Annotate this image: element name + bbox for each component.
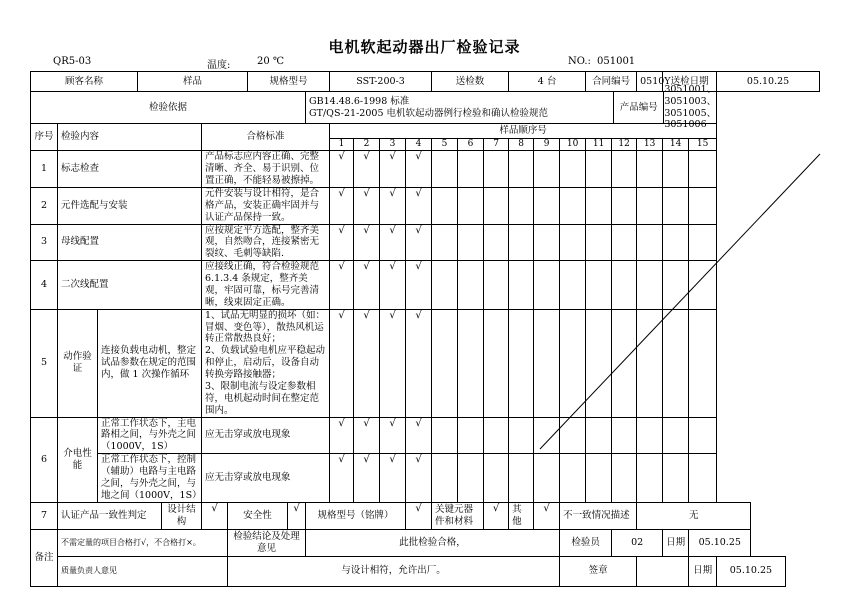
page-title: 电机软起动器出厂检验记录 <box>328 38 521 56</box>
inspection-date: 05.10.25 <box>689 529 751 556</box>
sample-number: 8 <box>509 139 534 151</box>
conclusion-label: 检验结论及处理意见 <box>228 529 306 556</box>
other-label: 其他 <box>509 502 534 529</box>
product-no-value: 3051001、3051003、3051005、3051006 <box>664 83 717 131</box>
standard-line: 2、负载试验电机应平稳起动和停止，启动后，设备自动转换旁路接触器； <box>205 345 326 380</box>
row-item: 元件选配与安装 <box>58 187 202 224</box>
check-mark: √ <box>406 187 432 224</box>
row-standard <box>202 309 330 417</box>
check-mark: √ <box>330 261 354 310</box>
check-mark: √ <box>406 261 432 310</box>
check-mark: √ <box>380 309 406 417</box>
conformity-label: 认证产品一致性判定 <box>58 502 162 529</box>
sample-number: 10 <box>560 139 586 151</box>
safety-label: 安全性 <box>228 502 288 529</box>
row-number: 4 <box>31 261 58 310</box>
check-mark: √ <box>202 502 228 529</box>
model-value: SST-200-3 <box>330 72 432 92</box>
row-item: 动作验证 <box>58 309 98 417</box>
check-mark: √ <box>288 502 306 529</box>
check-mark: √ <box>484 502 509 529</box>
qa-label: 质量负责人意见 <box>58 556 228 586</box>
sample-number: 4 <box>406 139 432 151</box>
table-row <box>31 502 820 529</box>
row-standard: 应按规定平方选配，整齐美观，自然吻合，连接紧密无裂纹、毛刺等缺陷. <box>202 224 330 261</box>
send-date-label: 送检日期 <box>663 72 717 92</box>
form-code: QR5-03 <box>53 56 92 67</box>
qa-date: 05.10.25 <box>717 556 786 586</box>
send-date-value: 05.10.25 <box>717 72 820 92</box>
check-mark: √ <box>406 454 432 503</box>
sign-label: 签章 <box>560 556 637 586</box>
model-mark-label: 规格型号（铭牌） <box>306 502 406 529</box>
seq-header: 序号 <box>31 124 58 151</box>
standard-header: 合格标准 <box>202 124 330 151</box>
samples-header: 样品顺序号 <box>330 124 717 139</box>
check-mark: √ <box>354 261 380 310</box>
item-header: 检验内容 <box>58 124 202 151</box>
standard-line: 1、试品无明显的损坏（如：冒烟、变色等），散热风机运转正常散热良好； <box>205 309 326 345</box>
basis-row <box>31 92 820 124</box>
row-standard: 应无击穿或放电现象 <box>202 417 330 454</box>
inspector-label: 检验员 <box>560 529 612 556</box>
check-mark: √ <box>330 187 354 224</box>
remarks-label: 备注 <box>31 529 58 586</box>
row-item: 介电性能 <box>58 417 98 502</box>
sample-number: 14 <box>663 139 689 151</box>
qa-value: 与设计相符，允许出厂。 <box>228 556 560 586</box>
table-row <box>31 309 820 417</box>
check-mark: √ <box>354 151 380 188</box>
date-label: 日期 <box>689 556 717 586</box>
row-item: 母线配置 <box>58 224 202 261</box>
product-no-label: 产品编号 <box>614 92 664 123</box>
record-no-value: 051001 <box>597 56 636 67</box>
check-mark: √ <box>330 151 354 188</box>
check-mark: √ <box>406 502 432 529</box>
check-mark: √ <box>380 151 406 188</box>
check-mark: √ <box>354 454 380 503</box>
row-number: 3 <box>31 224 58 261</box>
remarks-note: 不需定量的项目合格打√，不合格打×。 <box>58 529 228 556</box>
sample-number: 13 <box>637 139 663 151</box>
check-mark: √ <box>406 309 432 417</box>
temperature-value: 20 ℃ <box>257 56 285 67</box>
row-number: 2 <box>31 187 58 224</box>
row-item: 标志检查 <box>58 151 202 188</box>
row-sub-item: 连接负载电动机，整定试品参数在规定的范围内，做 1 次操作循环 <box>98 309 202 417</box>
inspection-record-table <box>30 71 820 587</box>
conclusion-value: 此批检验合格， <box>306 529 560 556</box>
check-mark: √ <box>330 309 354 417</box>
sample-number: 11 <box>586 139 612 151</box>
inconsistent-label: 不一致情况描述 <box>560 502 637 529</box>
contract-value: 0510Y <box>637 72 663 92</box>
check-mark: √ <box>380 187 406 224</box>
contract-label: 合同编号 <box>586 72 637 92</box>
check-mark: √ <box>534 502 560 529</box>
qty-label: 送检数 <box>432 72 509 92</box>
row-number: 1 <box>31 151 58 188</box>
remarks-row <box>31 556 820 586</box>
sample-number: 2 <box>354 139 380 151</box>
model-label: 规格型号 <box>248 72 330 92</box>
customer-label: 顾客名称 <box>31 72 138 92</box>
row-sub-item: 正常工作状态下，主电路相之间，与外壳之间（1000V，1S） <box>98 417 202 454</box>
row-standard: 应接线正确，符合检验规范 6.1.3.4 条规定，整齐美观，牢固可靠，标号完善清晰，线束固定正确。 <box>202 261 330 310</box>
check-mark: √ <box>354 309 380 417</box>
key-parts-label: 关键元器件和材料 <box>432 502 484 529</box>
table-row <box>31 151 820 188</box>
basis-line-2: GT/QS-21-2005 电机软起动器例行检验和确认检验规范 <box>309 107 549 119</box>
check-mark: √ <box>380 454 406 503</box>
check-mark: √ <box>354 224 380 261</box>
customer-value: 样品 <box>138 72 248 92</box>
row-number: 7 <box>31 502 58 529</box>
qty-value: 4 台 <box>509 72 586 92</box>
check-mark: √ <box>406 224 432 261</box>
check-mark: √ <box>406 151 432 188</box>
standard-line: 3、限制电流与设定参数相符，电机起动时间在整定范围内。 <box>205 380 320 416</box>
record-no-label: NO.: <box>568 56 591 67</box>
check-mark: √ <box>330 454 354 503</box>
basis-line-1: GB14.48.6-1998 标准 <box>309 95 410 107</box>
remarks-row <box>31 529 820 556</box>
date-label: 日期 <box>663 529 689 556</box>
sample-number: 7 <box>484 139 509 151</box>
sample-number: 9 <box>534 139 560 151</box>
check-mark: √ <box>406 417 432 454</box>
table-row <box>31 187 820 224</box>
sample-number: 15 <box>689 139 717 151</box>
inspector-value: 02 <box>612 529 663 556</box>
row-standard: 元件安装与设计相符，是合格产品，安装正确牢固并与认证产品保持一致。 <box>202 187 330 224</box>
sample-number: 3 <box>380 139 406 151</box>
check-mark: √ <box>380 417 406 454</box>
check-mark: √ <box>330 224 354 261</box>
sample-number: 5 <box>432 139 458 151</box>
row-standard: 应无击穿或放电现象 <box>202 454 330 503</box>
check-mark: √ <box>354 187 380 224</box>
check-mark: √ <box>380 261 406 310</box>
temperature-label: 温度: <box>207 60 231 71</box>
check-mark: √ <box>330 417 354 454</box>
sample-number: 1 <box>330 139 354 151</box>
table-row <box>31 417 820 454</box>
design-label: 设计结构 <box>162 502 202 529</box>
sample-number: 6 <box>458 139 484 151</box>
row-sub-item: 正常工作状态下，控制（辅助）电路与主电路之间，与外壳之间，与地之间（1000V，1S） <box>98 454 202 503</box>
check-mark: √ <box>380 224 406 261</box>
row-number: 5 <box>31 309 58 417</box>
inconsistent-value: 无 <box>637 502 751 529</box>
sample-number: 12 <box>612 139 637 151</box>
check-mark: √ <box>354 417 380 454</box>
table-row <box>31 454 820 503</box>
row-item: 二次线配置 <box>58 261 202 310</box>
basis-label: 检验依据 <box>31 92 306 124</box>
row-standard: 产品标志应内容正确、完整清晰、齐全、易于识别、位置正确，不能轻易被擦掉。 <box>202 151 330 188</box>
table-row <box>31 224 820 261</box>
table-row <box>31 261 820 310</box>
signature-area <box>637 556 689 586</box>
row-number: 6 <box>31 417 58 502</box>
